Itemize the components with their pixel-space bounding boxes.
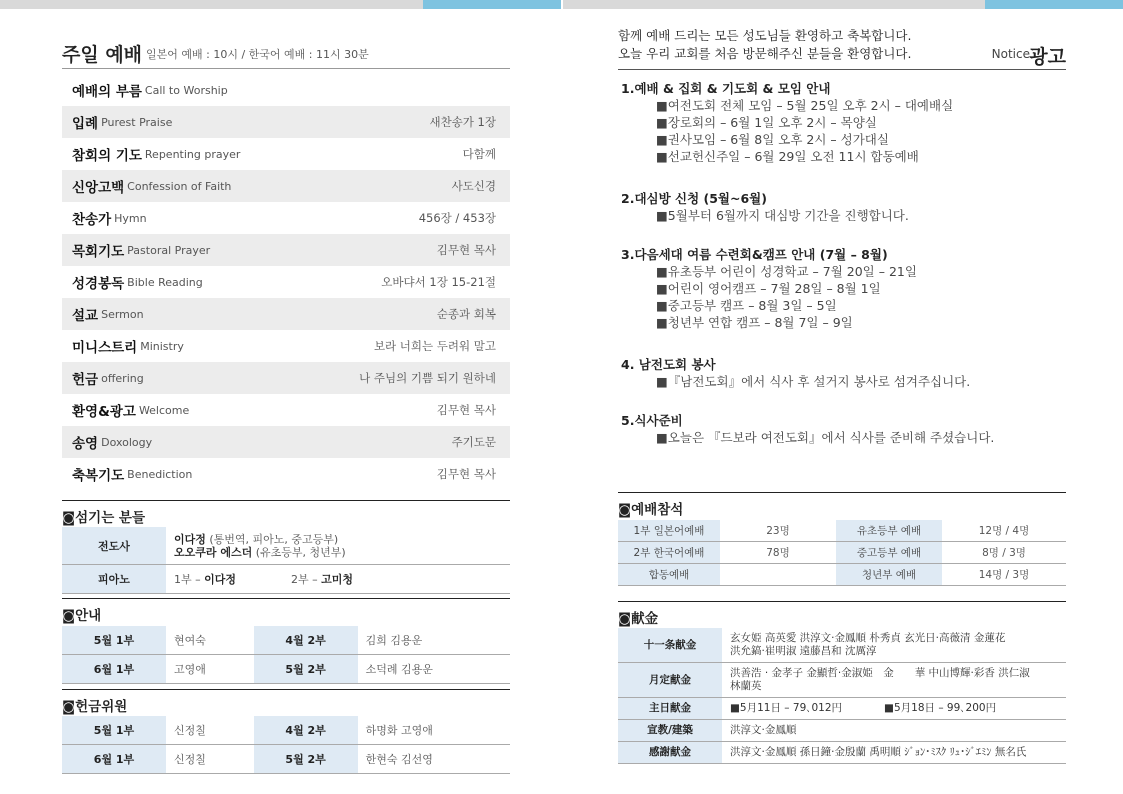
service-row xyxy=(62,234,510,266)
service-item-english: Bible Reading xyxy=(127,275,203,289)
offering-committee-title: ◙헌금위원 xyxy=(62,689,510,715)
service-row xyxy=(62,394,510,426)
service-row xyxy=(62,74,510,106)
service-row xyxy=(62,298,510,330)
service-header xyxy=(62,40,510,69)
left-page xyxy=(62,0,510,794)
service-item-name: 참회의 기도 xyxy=(72,148,142,164)
offerings-table xyxy=(618,628,1066,764)
section-box-icon: ◙ xyxy=(62,608,76,624)
table-row: 月定献金 洪善浩 · 金孝子 金顯哲·金淑姫 金 華 中山博輝·彩香 洪仁淑 林蘭英 xyxy=(618,663,1066,698)
table-row: 2부 한국어예배 78명 중고등부 예배 8명 / 3명 xyxy=(618,542,1066,564)
service-item-english: Benediction xyxy=(127,467,193,481)
table-row: 6월 1부 신정칠 5월 2부 한현숙 김선영 xyxy=(62,745,510,774)
service-item-name: 예배의 부름 xyxy=(72,84,142,100)
servers-table xyxy=(62,527,510,594)
service-item-name: 축복기도 xyxy=(72,468,125,484)
guide-section-title: ◙안내 xyxy=(62,598,510,624)
service-subtitle: 일본어 예배 : 10시 / 한국어 예배 : 11시 30분 xyxy=(146,48,369,61)
notice-label-ko: 광고 xyxy=(1029,46,1066,68)
section-box-icon: ◙ xyxy=(62,510,76,526)
service-item-name: 헌금 xyxy=(72,372,99,388)
offerings-title: ◙献金 xyxy=(618,601,1066,627)
service-row xyxy=(62,426,510,458)
service-row xyxy=(62,138,510,170)
attendance-table xyxy=(618,520,1066,586)
service-row xyxy=(62,458,510,490)
table-row: 1부 일본어예배 23명 유초등부 예배 12명 / 4명 xyxy=(618,520,1066,542)
table-row: 5월 1부 현여숙 4월 2부 김희 김용운 xyxy=(62,626,510,655)
service-item-english: Confession of Faith xyxy=(127,179,232,193)
table-row: 感謝献金 洪淳文·金鳳順 孫日鐘·金殷蘭 禹明順 ｼﾞｮﾝ･ﾐｽｸ ﾘｭ･ｼﾞｴﾐﾝ 無名氏 xyxy=(618,742,1066,764)
service-item-detail: 김무현 목사 xyxy=(436,467,496,481)
service-item-name: 환영&광고 xyxy=(72,404,136,420)
service-row xyxy=(62,202,510,234)
service-item-detail: 김무현 목사 xyxy=(436,243,496,257)
table-row xyxy=(62,565,510,594)
service-item-detail: 456장 / 453장 xyxy=(418,211,496,225)
announcement-5: 5.식사준비 ■오늘은 『드보라 여전도회』에서 식사를 준비해 주셨습니다. xyxy=(621,413,995,445)
welcome-message: 함께 예배 드리는 모든 성도님들 환영하고 축복합니다. 오늘 우리 교회를 처음 방문해주신 분들을 환영합니다. xyxy=(618,28,912,61)
service-item-english: Hymn xyxy=(114,211,147,225)
piano-value: 1부 – 이다정 2부 – 고미청 xyxy=(166,565,510,594)
service-item-name: 입례 xyxy=(72,116,99,132)
offering-committee-table xyxy=(62,716,510,774)
guide-table xyxy=(62,626,510,684)
service-title: 주일 예배 xyxy=(62,44,143,66)
table-row: 宣教/建築 洪淳文·金鳳順 xyxy=(618,720,1066,742)
service-item-detail: 순종과 회복 xyxy=(436,307,496,321)
piano-label: 피아노 xyxy=(62,565,166,594)
table-row: 十一条献金 玄女姫 高英愛 洪淳文·金鳳順 朴秀貞 玄光日·高薇清 金蓮花 洪允鎬·崔明淑 遠藤昌和 沈厲淳 xyxy=(618,628,1066,663)
attendance-title: ◙예배참석 xyxy=(618,492,1066,518)
table-row: 합동예배 청년부 예배 14명 / 3명 xyxy=(618,564,1066,586)
preacher-value: 이다정 (통번역, 피아노, 중고등부) 오오쿠라 에스더 (유초등부, 청년부) xyxy=(166,527,510,565)
service-item-english: Call to Worship xyxy=(144,83,228,97)
table-row xyxy=(62,527,510,565)
section-box-icon: ◙ xyxy=(618,502,632,518)
preacher-label: 전도사 xyxy=(62,527,166,565)
announcement-1: 1.예배 & 집회 & 기도회 & 모임 안내 ■여전도회 전체 모임 – 5월 25일 오후 2시 – 대예배실 ■장로회의 – 6월 1일 오후 2시 – 목양실 ■권사모임 – 6월 8일 오후 2시 – 성가대실 ■선교헌신주일 – 6월 29일 오전 11시 합동예배 xyxy=(621,81,954,164)
service-item-english: Doxology xyxy=(101,435,153,449)
service-item-name: 목회기도 xyxy=(72,244,125,260)
service-item-name: 설교 xyxy=(72,308,99,324)
service-item-english: Pastoral Prayer xyxy=(127,243,211,257)
notice-label-en: Notice xyxy=(991,47,1030,61)
table-row: 6월 1부 고영애 5월 2부 소덕례 김용운 xyxy=(62,655,510,684)
announcement-2: 2.대심방 신청 (5월~6월) ■5월부터 6월까지 대심방 기간을 진행합니다. xyxy=(621,191,909,223)
service-item-name: 송영 xyxy=(72,436,99,452)
service-item-detail: 주기도문 xyxy=(451,435,496,449)
service-item-english: Purest Praise xyxy=(101,115,173,129)
service-item-english: Ministry xyxy=(140,339,184,353)
announcement-3: 3.다음세대 여름 수련회&캠프 안내 (7월 – 8월) ■유초등부 어린이 성경학교 – 7월 20일 – 21일 ■어린이 영어캠프 – 7월 28일 – 8월 1일 ■중고등부 캠프 – 8월 3일 – 5일 ■청년부 연합 캠프 – 8월 7일 – 9일 xyxy=(621,247,917,330)
table-row: 主日献金 ■5月11日 – 79､012円 ■5月18日 – 99､200円 xyxy=(618,698,1066,720)
table-row: 5월 1부 신정칠 4월 2부 하명화 고영애 xyxy=(62,716,510,745)
service-item-name: 성경봉독 xyxy=(72,276,125,292)
service-item-detail: 나 주님의 기쁨 되기 원하네 xyxy=(359,371,496,385)
service-item-english: Welcome xyxy=(138,403,190,417)
service-item-detail: 보라 너희는 두려워 말고 xyxy=(373,339,496,353)
notice-header xyxy=(618,46,1066,70)
section-box-icon: ◙ xyxy=(62,699,76,715)
section-box-icon: ◙ xyxy=(618,611,632,627)
service-item-detail: 다함께 xyxy=(462,147,496,161)
service-row xyxy=(62,330,510,362)
service-row xyxy=(62,266,510,298)
service-item-detail: 김무현 목사 xyxy=(436,403,496,417)
service-item-detail: 새찬송가 1장 xyxy=(429,115,496,129)
announcement-4: 4. 남전도회 봉사 ■『남전도회』에서 식사 후 설거지 봉사로 섬겨주십니다. xyxy=(621,357,971,389)
servers-section-title: ◙섬기는 분들 xyxy=(62,500,510,526)
service-item-english: Repenting prayer xyxy=(144,147,241,161)
service-item-name: 찬송가 xyxy=(72,212,112,228)
service-row xyxy=(62,170,510,202)
service-item-english: offering xyxy=(101,371,144,385)
service-row xyxy=(62,362,510,394)
right-page xyxy=(618,0,1066,794)
service-row xyxy=(62,106,510,138)
service-item-detail: 오바댜서 1장 15-21절 xyxy=(381,275,496,289)
service-item-detail: 사도신경 xyxy=(451,179,496,193)
service-item-name: 미니스트리 xyxy=(72,340,138,356)
service-item-english: Sermon xyxy=(101,307,144,321)
service-item-name: 신앙고백 xyxy=(72,180,125,196)
